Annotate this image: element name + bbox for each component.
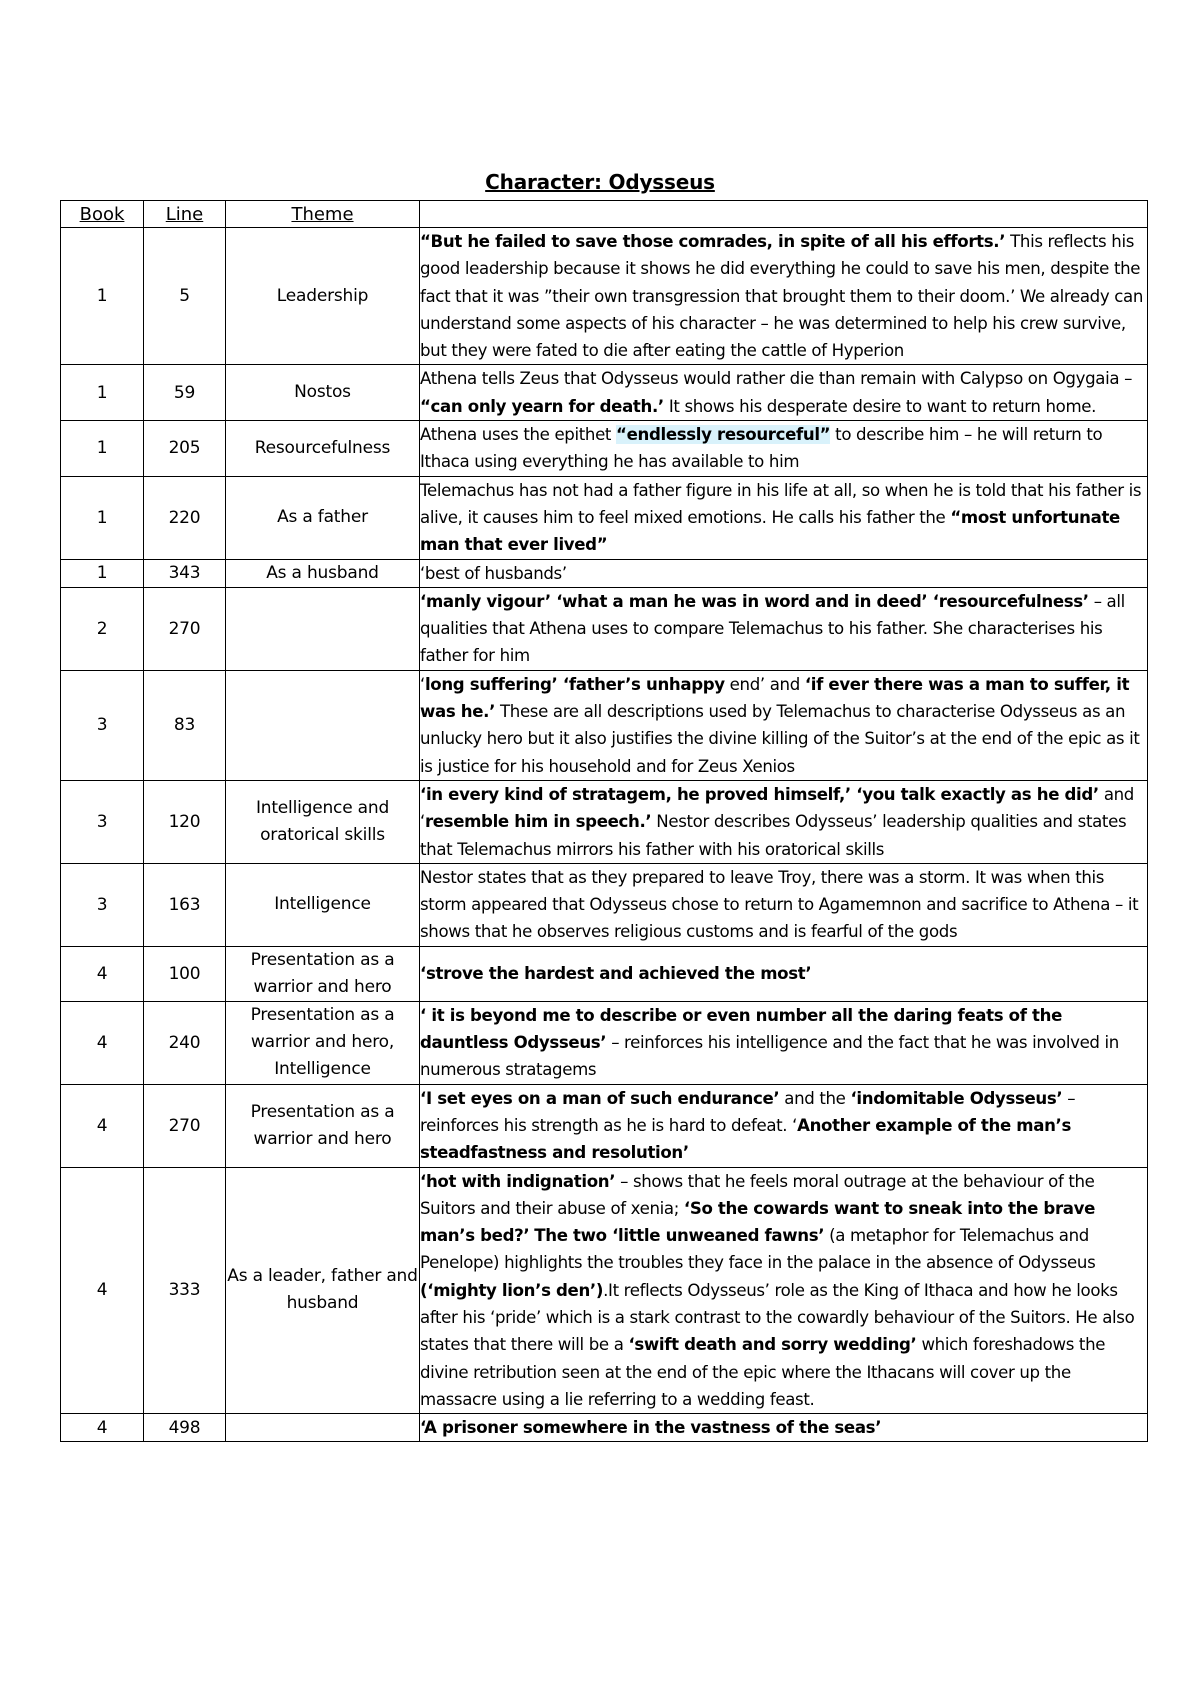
book-cell: 4 [61, 946, 144, 1001]
notes-cell [420, 559, 1148, 587]
theme-cell: As a leader, father and husband [226, 1167, 420, 1414]
quote-text: ‘if ever there was a man to suffer, it was he.’ [420, 674, 1130, 722]
line-cell: 270 [144, 1084, 226, 1167]
note-text: .It reflects Odysseus’ role as the King of Ithaca and how he looks after his ‘pride’ which is a stark contrast to the cowardly behaviour of the Suitors. He also states that there will be a [420, 1280, 1135, 1355]
note-text: Telemachus has not had a father figure in his life at all, so when he is told that his father is alive, it causes him to feel mixed emotions. He calls his father the [420, 480, 1142, 527]
table-row [61, 365, 1148, 421]
notes-cell [420, 670, 1148, 780]
note-text: Nestor states that as they prepared to leave Troy, there was a storm. It was when this storm appeared that Odysseus chose to return to Agamemnon and sacrifice to Athena – it shows that he observes religious customs and is fearful of the gods [420, 867, 1139, 942]
table-row [61, 476, 1148, 559]
theme-cell [226, 587, 420, 670]
quote-text: long suffering’ ‘father’s unhappy [424, 674, 725, 694]
note-text: – shows that he feels moral outrage at the behaviour of the Suitors and their abuse of xenia; [420, 1171, 1095, 1218]
line-cell: 120 [144, 780, 226, 863]
table-row [61, 228, 1148, 365]
line-cell: 163 [144, 863, 226, 946]
note-text: (a metaphor for Telemachus and Penelope) highlights the troubles they face in the palace in the absence of Odysseus [420, 1226, 1096, 1273]
note-text: ‘best of husbands’ [420, 563, 567, 583]
table-row [61, 863, 1148, 946]
line-cell: 343 [144, 559, 226, 587]
header-notes [420, 201, 1148, 228]
quote-text: ‘in every kind of stratagem, he proved himself,’ ‘you talk exactly as he did’ [420, 784, 1099, 804]
theme-cell: Intelligence [226, 863, 420, 946]
note-text: Athena tells Zeus that Odysseus would rather die than remain with Calypso on Ogygaia – [420, 369, 1133, 389]
book-cell: 3 [61, 863, 144, 946]
book-cell: 4 [61, 1167, 144, 1414]
table-row [61, 587, 1148, 670]
line-cell: 5 [144, 228, 226, 365]
note-text: and the [779, 1088, 851, 1108]
header-theme: Theme [226, 201, 420, 228]
notes-cell [420, 780, 1148, 863]
notes-cell [420, 946, 1148, 1001]
table-row [61, 780, 1148, 863]
theme-cell: Presentation as a warrior and hero [226, 946, 420, 1001]
line-cell: 498 [144, 1414, 226, 1442]
quote-text: ‘swift death and sorry wedding’ [628, 1335, 917, 1355]
theme-cell: Nostos [226, 365, 420, 421]
note-text: These are all descriptions used by Telemachus to characterise Odysseus as an unlucky hero but it also justifies the divine killing of the Suitor’s at the end of the epic as it is justice for his household and for Zeus Xenios [420, 702, 1140, 776]
note-text: – all qualities that Athena uses to compare Telemachus to his father. She characterises his father for him [420, 591, 1125, 666]
notes-cell [420, 1167, 1148, 1414]
theme-cell: Leadership [226, 228, 420, 365]
book-cell: 1 [61, 365, 144, 421]
notes-cell [420, 587, 1148, 670]
book-cell: 2 [61, 587, 144, 670]
notes-table [60, 200, 1148, 1442]
notes-cell [420, 228, 1148, 365]
note-text: This reflects his good leadership because it shows he did everything he could to save his men, despite the fact that it was ”their own transgression that brought them to their doom.’ We already can understand some aspects of his character – he was determined to help his crew survive, but they were fated to die after eating the cattle of Hyperion [420, 232, 1143, 361]
notes-cell [420, 421, 1148, 477]
quote-text: ‘strove the hardest and achieved the most’ [420, 964, 812, 984]
quote-text: ‘hot with indignation’ [420, 1171, 616, 1191]
notes-cell [420, 1414, 1148, 1442]
quote-text: “most unfortunate man that ever lived” [420, 507, 1120, 555]
quote-text: Another example of the man’s steadfastness and resolution’ [420, 1115, 1072, 1163]
note-text: – reinforces his strength as he is hard to defeat. ‘ [420, 1088, 1076, 1135]
note-text: end’ and [724, 674, 805, 694]
book-cell: 4 [61, 1084, 144, 1167]
quote-text: ‘I set eyes on a man of such endurance’ [420, 1088, 780, 1108]
table-row [61, 1167, 1148, 1414]
theme-cell: As a husband [226, 559, 420, 587]
line-cell: 100 [144, 946, 226, 1001]
note-text: ‘ [420, 674, 425, 694]
theme-cell: Intelligence and oratorical skills [226, 780, 420, 863]
theme-cell: As a father [226, 476, 420, 559]
theme-cell: Presentation as a warrior and hero [226, 1084, 420, 1167]
line-cell: 220 [144, 476, 226, 559]
quote-text: ‘So the cowards want to sneak into the brave man’s bed?’ [420, 1198, 1096, 1246]
table-row [61, 1001, 1148, 1084]
notes-cell [420, 1084, 1148, 1167]
book-cell: 3 [61, 780, 144, 863]
line-cell: 59 [144, 365, 226, 421]
note-text: and ‘ [420, 784, 1134, 832]
notes-cell [420, 1001, 1148, 1084]
header-line: Line [144, 201, 226, 228]
table-row [61, 559, 1148, 587]
line-cell: 333 [144, 1167, 226, 1414]
table-row [61, 1084, 1148, 1167]
quote-text: “But he failed to save those comrades, in spite of all his efforts.’ [420, 232, 1006, 251]
note-text: Nestor describes Odysseus’ leadership qualities and states that Telemachus mirrors his father with his oratorical skills [420, 812, 1127, 859]
note-text: It shows his desperate desire to want to return home. [663, 396, 1097, 416]
line-cell: 205 [144, 421, 226, 477]
quote-text: (‘mighty lion’s den’) [420, 1280, 604, 1300]
line-cell: 270 [144, 587, 226, 670]
table-row [61, 1414, 1148, 1442]
theme-cell [226, 1414, 420, 1442]
quote-text: The two ‘little unweaned fawns’ [534, 1226, 825, 1246]
quote-text: “can only yearn for death.’ [420, 396, 664, 416]
quote-text: ‘indomitable Odysseus’ [850, 1088, 1063, 1108]
note-text: to describe him – he will return to Ithaca using everything he has available to him [420, 425, 1103, 472]
note-text: Athena uses the epithet [420, 425, 617, 445]
quote-text: ‘manly vigour’ ‘what a man he was in word and in deed’ ‘resourcefulness’ [420, 591, 1089, 611]
table-row [61, 670, 1148, 780]
book-cell: 4 [61, 1001, 144, 1084]
line-cell: 83 [144, 670, 226, 780]
notes-cell [420, 863, 1148, 946]
book-cell: 3 [61, 670, 144, 780]
highlighted-quote: “endlessly resourceful” [616, 425, 831, 445]
theme-cell: Resourcefulness [226, 421, 420, 477]
note-text: – reinforces his intelligence and the fact that he was involved in numerous stratagems [420, 1033, 1119, 1080]
header-row [61, 201, 1148, 228]
table-row [61, 946, 1148, 1001]
book-cell: 1 [61, 421, 144, 477]
quote-text: ‘A prisoner somewhere in the vastness of the seas’ [420, 1418, 882, 1438]
notes-cell [420, 476, 1148, 559]
quote-text: resemble him in speech.’ [424, 812, 652, 832]
line-cell: 240 [144, 1001, 226, 1084]
quote-text: ‘ it is beyond me to describe or even number all the daring feats of the dauntless Odysseus’ [420, 1005, 1062, 1053]
theme-cell: Presentation as a warrior and hero, Intelligence [226, 1001, 420, 1084]
notes-cell [420, 365, 1148, 421]
note-text: which foreshadows the divine retribution seen at the end of the epic where the Ithacans will cover up the massacre using a lie referring to a wedding feast. [420, 1335, 1106, 1409]
book-cell: 4 [61, 1414, 144, 1442]
book-cell: 1 [61, 476, 144, 559]
page-title: Character: Odysseus [485, 170, 715, 194]
table-row [61, 421, 1148, 477]
book-cell: 1 [61, 228, 144, 365]
theme-cell [226, 670, 420, 780]
book-cell: 1 [61, 559, 144, 587]
header-book: Book [61, 201, 144, 228]
